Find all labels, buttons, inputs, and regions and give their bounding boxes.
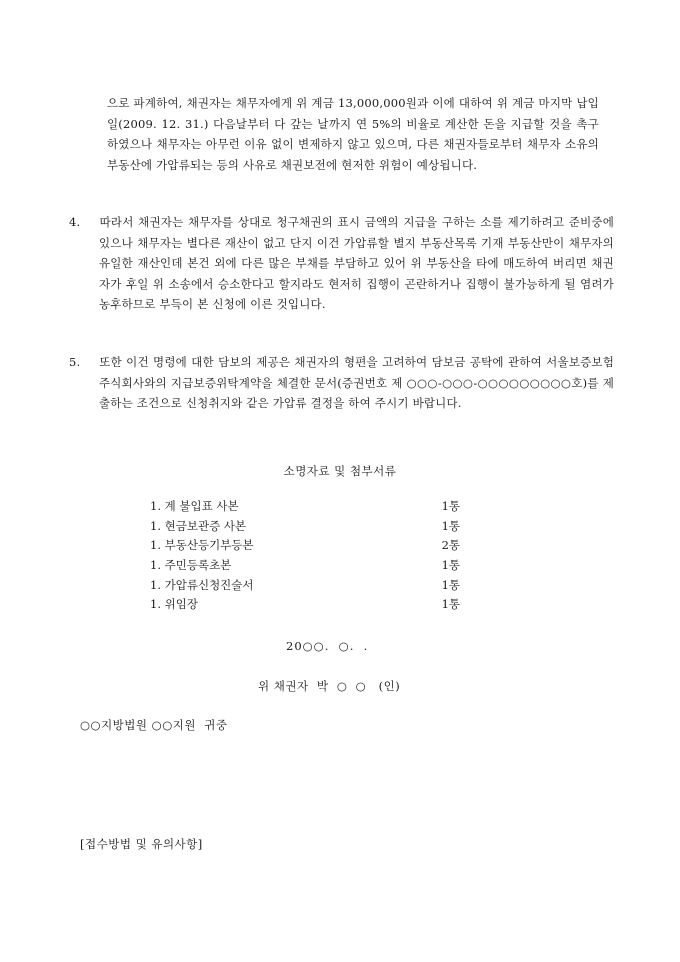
attachment-count: 1통 — [441, 577, 460, 592]
notes-heading: [접수방법 및 유의사항] — [80, 837, 203, 851]
attachment-item — [150, 497, 460, 517]
paragraph-5-text: 또한 이건 명령에 대한 담보의 제공은 채권자의 형편을 고려하여 담보금 공탁에 관하여 서울보증보험주식회사와의 지급보증위탁계약을 체결한 문서(증권번호 제 ○○○-○○○-○○○○○○○○○호)를 제출하는 조건으로 신청취지와 같은 가압류 결정을 하여 주시기 바랍니다. — [99, 355, 614, 410]
paragraph-5 — [69, 352, 614, 414]
paragraph-continuation: 으로 파계하여, 채권자는 채무자에게 위 계금 13,000,000원과 이에 대하여 위 계금 마지막 납입일(2009. 12. 31.) 다음날부터 다 갚는 날까지 연 5%의 비율로 계산한 돈을 지급할 것을 촉구하였으나 채무자는 아무런 이유 없이 변제하지 않고 있으며, 다른 채권자들로부터 채무자 소유의 부동산에 가압류되는 등의 사유로 채권보전에 현저한 위험이 예상됩니다. — [107, 96, 599, 172]
attachment-count: 1통 — [441, 499, 460, 513]
attachment-label: 1. 위임장 — [150, 597, 198, 612]
attachment-count: 2통 — [441, 538, 460, 553]
paragraph-4-text: 따라서 채권자는 채무자를 상대로 청구채권의 표시 금액의 지급을 구하는 소를 제기하려고 준비중에 있으나 채무자는 별다른 재산이 없고 단지 이건 가압류할 별지 부동산목록 기재 부동산만이 채무자의 유일한 재산인데 본건 외에 다른 많은 부채를 부담하고 있어 위 부동산을 타에 매도하여 버리면 채권자가 후일 위 소송에서 승소한다고 할지라도 현저히 집행이 곤란하거나 집행이 불가능하게 될 염려가 농후하므로 부득이 본 신청에 이른 것입니다. — [99, 215, 615, 311]
attachment-label: 1. 현금보관증 사본 — [150, 518, 247, 533]
attachment-count: 1통 — [441, 558, 460, 573]
attachment-item — [150, 517, 460, 537]
attachment-label: 1. 주민등록초본 — [150, 558, 232, 573]
attachment-label: 1. 가압류신청진술서 — [150, 577, 254, 592]
attachment-item — [150, 595, 460, 615]
attachment-label: 1. 계 불입표 사본 — [150, 499, 239, 513]
attachment-count: 1통 — [441, 518, 460, 533]
court-addressee: ○○지방법원 ○○지원 귀중 — [80, 718, 228, 732]
paragraph-4 — [69, 212, 615, 315]
paragraph-5-number: 5. — [69, 355, 81, 369]
attachments-list — [150, 497, 460, 615]
attachment-item — [150, 536, 460, 556]
paragraph-4-number: 4. — [69, 215, 81, 229]
creditor-signature: 위 채권자 박 ○ ○ (인) — [258, 679, 401, 693]
attachments-heading: 소명자료 및 첨부서류 — [283, 464, 397, 478]
attachment-item — [150, 556, 460, 576]
attachment-label: 1. 부동산등기부등본 — [150, 538, 254, 553]
filing-date: 20○○. ○. . — [286, 639, 369, 653]
attachment-item — [150, 576, 460, 596]
attachment-count: 1통 — [441, 597, 460, 612]
